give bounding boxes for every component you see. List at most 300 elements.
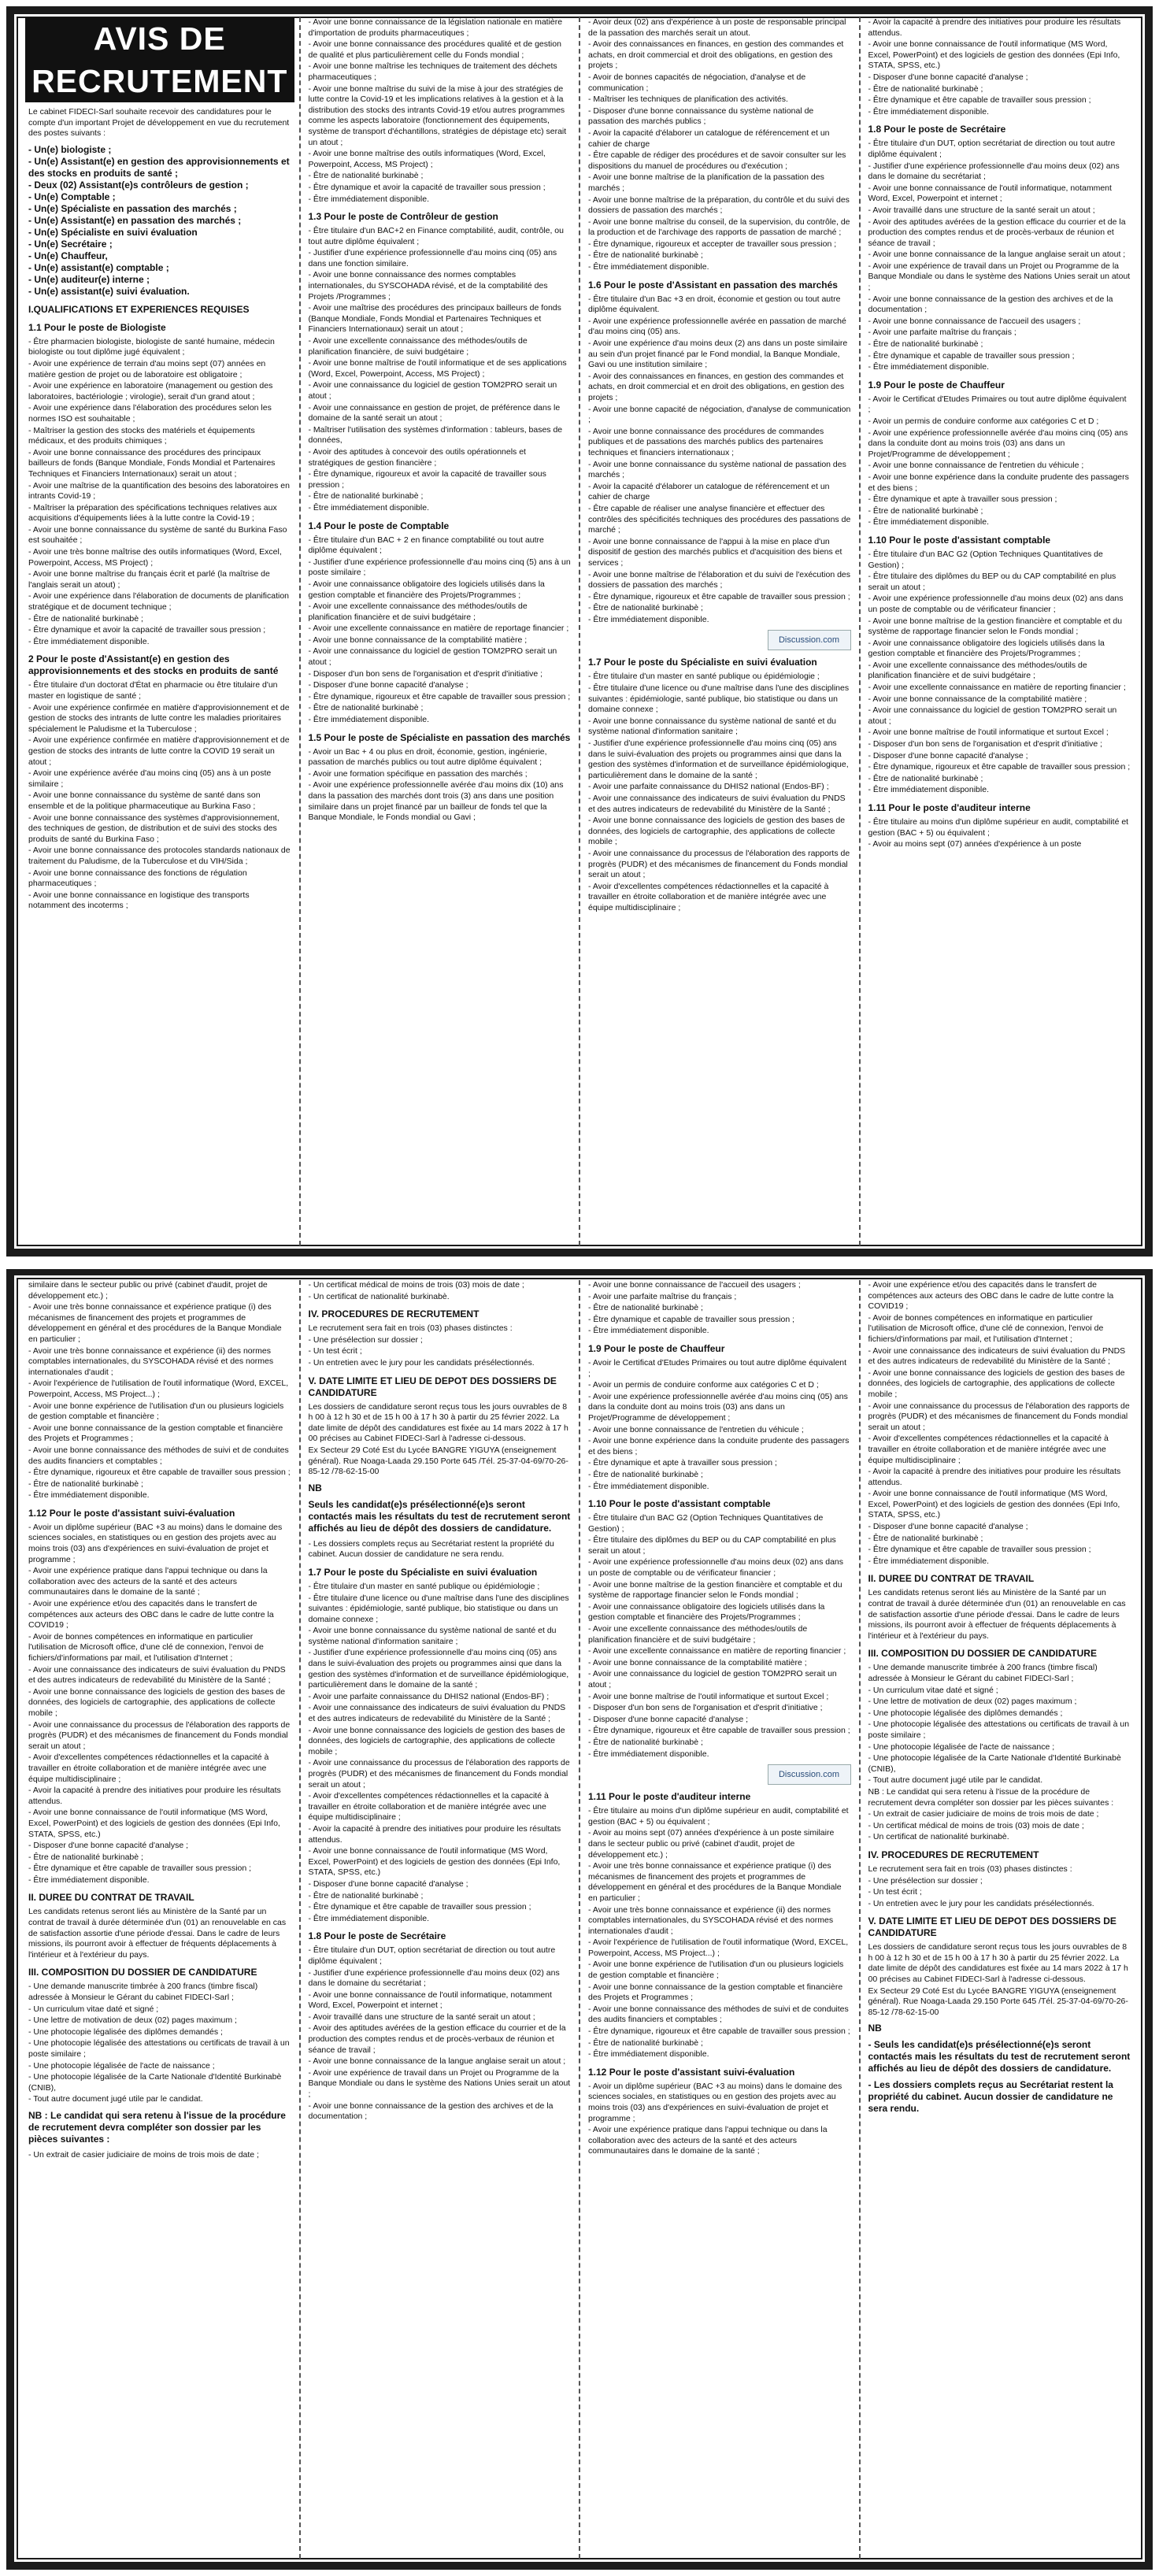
requirement-line: - Avoir une très bonne connaissance et expérience (ii) des normes comptables internationales, du SYSCOHADA révisé et des normes internationales d'audit ; xyxy=(588,1904,834,1936)
requirement-line: - Avoir d'excellentes compétences rédactionnelles et la capacité à travailler en étroite collaboration et de manière intégrée avec une équipe multidisciplinaire ; xyxy=(308,1791,549,1823)
requirement-list xyxy=(309,747,572,824)
requirement-line: - Avoir une bonne maîtrise du suivi de la mise à jour des stratégies de lutte contre la Covid-19 et les implications relatives à la gestion et à la distribution des stocks des intrants Covid-19 et/ou autres programmes comme les aspects laboratoire (fonctionnement des équipements, système de transport d'échantillons, stratégies de dépistage etc) serait un atout ; xyxy=(308,83,567,147)
requirement-line: - Une photocopie légalisée de la Carte Nationale d'Identité Burkinabè (CNIB), xyxy=(28,2072,282,2093)
poste-item: - Deux (02) Assistant(e)s contrôleurs de gestion ; xyxy=(28,179,249,191)
requirement-line: - Être titulaire d'un doctorat d'État en pharmacie ou être titulaire d'un master en logistique de santé ; xyxy=(28,680,278,701)
requirement-line: - Être titulaire d'un BAC G2 (Option Techniques Quantitatives de Gestion) ; xyxy=(588,1513,824,1534)
requirement-line: - Être titulaire des diplômes du BEP ou du CAP comptabilité en plus serait un atout ; xyxy=(868,572,1116,592)
requirement-line: - Avoir des aptitudes avérées de la gestion efficace du courrier et de la production des comptes rendus et de procès-verbaux de réunion et séance de travail ; xyxy=(308,2023,566,2055)
requirement-line: - Avoir une bonne connaissance des protocoles standards nationaux de traitement du Paludisme, de la Tuberculose et du VIH/Sida ; xyxy=(28,846,291,866)
requirement-line: - Être dynamique et être capable de travailler sous pression ; xyxy=(868,1545,1091,1555)
requirement-line: - Être dynamique et être capable de travailler sous pression ; xyxy=(868,95,1091,105)
requirement-line: - Être de nationalité burkinabè ; xyxy=(868,339,983,350)
requirement-line: - Avoir un diplôme supérieur (BAC +3 au moins) dans le domaine des sciences sociales, en statistiques ou en gestion des projets avec au moins trois (03) ans d'expériences en suivi-évaluation de projet et programme ; xyxy=(28,1522,283,1564)
requirement-line: - Avoir une bonne connaissance des logiciels de gestion des bases de données, des logiciels de cartographie, des applications de collecte mobile ; xyxy=(868,1368,1125,1399)
requirement-line: - Être dynamique et avoir la capacité de travailler sous pression ; xyxy=(28,625,266,635)
requirement-line: - Une photocopie légalisée des attestations ou certificats de travail à un poste similaire ; xyxy=(28,2038,290,2059)
requirement-line: - Être immédiatement disponible. xyxy=(308,194,429,204)
requirement-line: - Être dynamique, rigoureux et être capable de travailler sous pression ; xyxy=(868,762,1131,772)
column-bottom-4 xyxy=(861,1280,1139,2559)
requirement-line: - Avoir une bonne connaissance des méthodes de suivi et de conduites des audits financiers et comptables ; xyxy=(28,1445,289,1466)
requirement-list xyxy=(588,1358,851,1492)
requirement-line: - Justifier d'une expérience professionnelle d'au moins cinq (05) ans dans le suivi-évaluation des projets ou programmes ainsi que dans la gestion des systèmes d'information et de surveillance épidémiologique, particulièrement dans le domaine de la santé ; xyxy=(308,1648,569,1690)
note-text: NB xyxy=(308,1482,322,1493)
requirement-line: - Avoir une bonne connaissance de la gestion comptable et financière des Projets et Programmes ; xyxy=(588,1982,843,2003)
requirement-line: - Être de nationalité burkinabè ; xyxy=(868,83,983,94)
banner-title: AVIS DE RECRUTEMENT xyxy=(25,17,294,102)
requirement-line: - Avoir un permis de conduire conforme aux catégories C et D ; xyxy=(588,1380,819,1390)
section-heading-procedures: IV. PROCEDURES DE RECRUTEMENT xyxy=(868,1849,1039,1860)
requirement-line: - Avoir une très bonne connaissance et expérience pratique (i) des mécanismes de financement des projets et programmes de développement en général et des procédures de la Banque Mondiale en particulier ; xyxy=(588,1861,842,1903)
requirement-line: - Avoir une expérience professionnelle d'au moins deux (02) ans dans un poste de comptable ou de vérificateur financier ; xyxy=(868,594,1124,614)
requirement-line: - Avoir une bonne maîtrise de la planification de la passation des marchés ; xyxy=(588,172,824,193)
watermark-logo: Discussion.com xyxy=(768,1764,851,1785)
requirement-line: - Une lettre de motivation de deux (02) pages maximum ; xyxy=(868,1697,1077,1707)
requirement-line: - Avoir de bonnes compétences en informatique en particulier l'utilisation de Microsoft office, d'une clé de connexion, l'envoi de fichiers/d'informations par mail, et l'utilisation d'Internet ; xyxy=(868,1312,1104,1344)
requirement-list xyxy=(28,337,291,648)
requirement-line: - Être dynamique et être capable de travailler sous pression ; xyxy=(28,1864,252,1874)
requirement-line: Les candidats retenus seront liés au Ministère de la Santé par un contrat de travail à durée déterminée d'un (01) an renouvelable en cas de satisfaction assortie d'une période d'essai. Dans le cadre de leurs missions, ils pourront avoir à effectuer de fréquents déplacements à l'intérieur et à l'extérieur du pays. xyxy=(868,1588,1126,1641)
requirement-line: - Avoir une bonne expérience de l'utilisation d'un ou plusieurs logiciels de gestion comptable et financière ; xyxy=(28,1401,284,1422)
poste-heading: 1.7 Pour le poste du Spécialiste en suivi évaluation xyxy=(588,657,817,668)
requirement-line: - Avoir une excellente connaissance en matière de reportage financier ; xyxy=(308,624,569,634)
requirement-line: - Un certificat médical de moins de trois (03) mois de date ; xyxy=(308,1280,524,1290)
poste-heading: 1.8 Pour le poste de Secrétaire xyxy=(868,124,1006,135)
requirement-line: - Avoir une connaissance en gestion de projet, de préférence dans le domaine de la santé serait un atout ; xyxy=(308,402,561,424)
requirement-line: Ex Secteur 29 Coté Est du Lycée BANGRE YIGUYA (enseignement général). Rue Noaga-Laada 29.150 Porte 645 /Tél. 25-37-04-69/70-26-85-12 /78-62-15-00 xyxy=(868,1986,1128,2017)
requirement-line: - Avoir une connaissance des indicateurs de suivi évaluation du PNDS et des autres indicateurs de redevabilité du Ministère de la Santé ; xyxy=(308,1703,566,1724)
requirement-line: - Avoir une parfaite maîtrise du français ; xyxy=(868,328,1016,338)
poste-item: - Un(e) Secrétaire ; xyxy=(28,238,113,250)
requirement-line: - Avoir une bonne maîtrise de l'outil informatique et surtout Excel ; xyxy=(588,1691,829,1701)
requirement-line: - Être dynamique, rigoureux et accepter de travailler sous pression ; xyxy=(588,239,837,249)
requirement-line: - Justifier d'une expérience professionnelle d'au moins cinq (5) ans à un poste similaire ; xyxy=(308,557,571,578)
requirement-list xyxy=(28,680,291,911)
poste-item: - Un(e) assistant(e) suivi évaluation. xyxy=(28,285,190,297)
note-text: Seuls les candidat(e)s présélectionné(e)s seront contactés mais les résultats du test de recrutement seront affichés au lieu de dépôt des dossiers de candidature. xyxy=(308,1498,571,1534)
column-top-4 xyxy=(861,17,1139,1245)
requirement-line: - Un certificat médical de moins de trois (03) mois de date ; xyxy=(868,1820,1084,1830)
requirement-list xyxy=(868,550,1131,796)
requirement-line: - Avoir une parfaite maîtrise du français ; xyxy=(588,1291,737,1301)
poste-item: - Un(e) Assistant(e) en passation des marchés ; xyxy=(28,214,242,226)
requirement-line: - Un curriculum vitae daté et signé ; xyxy=(28,2004,159,2014)
poste-heading: 1.10 Pour le poste d'assistant comptable xyxy=(588,1498,771,1510)
requirement-list xyxy=(588,672,851,913)
poste-item: - Un(e) Comptable ; xyxy=(28,191,116,202)
requirement-line: - Avoir une expérience avérée d'au moins cinq (05) ans à un poste similaire ; xyxy=(28,768,272,789)
requirement-line: - Avoir le Certificat d'Etudes Primaires ou tout autre diplôme équivalent ; xyxy=(588,1357,847,1379)
requirement-line: - Maîtriser la préparation des spécifications techniques relatives aux acquisitions d'équipements liées à la lutte contre la Covid-19 ; xyxy=(28,502,277,524)
requirement-line: - Avoir une connaissance obligatoire des logiciels utilisés dans la gestion comptable et financière des Projets/Programmes ; xyxy=(868,638,1105,659)
section-qualifications: I.QUALIFICATIONS ET EXPERIENCES REQUISES xyxy=(28,303,250,315)
requirement-list xyxy=(28,1907,291,1960)
requirement-line: - Avoir une expérience professionnelle avérée d'au moins dix (10) ans dans la passation des marchés dont trois (3) ans dans une position similaire dans un projet financé par un bailleur de fonds tel que la Banque Mondiale, le Fonds mondial ou Gavi ; xyxy=(308,780,564,823)
requirement-line: - Être immédiatement disponible. xyxy=(588,1481,709,1491)
requirement-line: - Avoir deux (02) ans d'expérience à un poste de responsable principal de la passation des marchés serait un atout. xyxy=(588,17,846,38)
poste-item: - Un(e) auditeur(e) interne ; xyxy=(28,273,150,285)
poste-item: - Un(e) Assistant(e) en gestion des approvisionnements et des stocks en produits de santé ; xyxy=(28,155,290,179)
requirement-line: - Une demande manuscrite timbrée à 200 francs (timbre fiscal) adressée à Monsieur le Gérant du cabinet FIDECI-Sarl ; xyxy=(28,1982,258,2003)
requirement-line: - Avoir une bonne connaissance des fonctions de régulation pharmaceutiques ; xyxy=(28,868,247,889)
requirement-line: - Avoir une bonne maîtrise de la gestion financière et comptable et du système de rapportage financier selon le Fonds mondial ; xyxy=(868,616,1123,637)
requirement-line: - Être capable de rédiger des procédures et de savoir consulter sur les dispositions du manuel de procédures ou d'exécution ; xyxy=(588,150,846,171)
requirement-line: - Avoir une bonne maîtrise des outils informatiques (Word, Excel, Powerpoint, Access, MS Project) ; xyxy=(308,149,546,169)
requirement-line: Les dossiers de candidature seront reçus tous les jours ouvrables de 8 h 00 à 12 h 30 et de 15 h 00 à 17 h 30 à partir du 25 février 2022. La date limite de dépôt des candidatures est fixée au 14 mars 2022 à 17 h 00 précises au Cabinet FIDECI-Sarl à l'adresse ci-dessous. xyxy=(868,1942,1128,1985)
requirement-line: - Avoir de bonnes capacités de négociation, d'analyse et de communication ; xyxy=(588,72,806,93)
requirement-list xyxy=(28,1280,291,1501)
requirement-line: - Être dynamique, rigoureux et avoir la capacité de travailler sous pression ; xyxy=(308,469,546,490)
requirement-list xyxy=(28,1982,291,2105)
requirement-line: - Maîtriser les techniques de planification des activités. xyxy=(588,94,788,105)
requirement-line: - Disposer d'un bon sens de l'organisation et d'esprit d'initiative ; xyxy=(868,739,1103,749)
requirement-line: - Être immédiatement disponible. xyxy=(308,715,429,725)
requirement-line: - Avoir une bonne connaissance de l'outil informatique (MS Word, Excel, PowerPoint) et des logiciels de gestion des données (Epi Info, STATA, SPSS, etc.) xyxy=(868,1489,1120,1520)
requirement-line: - Avoir une excellente connaissance des méthodes/outils de planification financière et de suivi budgétaire ; xyxy=(588,1624,808,1645)
section-heading-date_limite: V. DATE LIMITE ET LIEU DE DEPOT DES DOSSIERS DE CANDIDATURE xyxy=(308,1375,557,1398)
requirement-list xyxy=(28,2150,291,2161)
requirement-line: - Avoir une bonne connaissance de la gestion des archives et de la documentation ; xyxy=(308,2100,554,2122)
requirement-line: - Avoir la capacité à prendre des initiatives pour produire les résultats attendus. xyxy=(868,1467,1121,1487)
requirement-line: - Un test écrit ; xyxy=(868,1887,922,1897)
requirement-line: - Avoir un permis de conduire conforme aux catégories C et D ; xyxy=(868,416,1099,426)
column-top-3 xyxy=(580,17,861,1245)
requirement-line: - Avoir une expérience professionnelle avérée d'au moins cinq (05) ans dans la conduite dont au moins trois (03) ans dans un Projet/Programme de développement ; xyxy=(588,1391,848,1423)
requirement-line: - Être de nationalité burkinabè ; xyxy=(868,1533,983,1543)
requirement-line: - Une photocopie légalisée de l'acte de naissance ; xyxy=(28,2060,215,2071)
requirement-line: - Avoir travaillé dans une structure de la santé serait un atout ; xyxy=(868,205,1095,215)
requirement-line: - Être immédiatement disponible. xyxy=(868,362,989,372)
requirement-line: - Être dynamique, rigoureux et être capable de travailler sous pression ; xyxy=(308,691,571,701)
requirement-line: - Avoir une bonne connaissance de la gestion des archives et de la documentation ; xyxy=(868,294,1113,315)
requirement-list xyxy=(309,226,572,513)
poste-heading: 1.3 Pour le poste de Contrôleur de gestion xyxy=(308,211,498,223)
requirement-line: - Avoir une expérience d'au moins deux (2) ans dans un poste similaire au sein d'un projet financé par le Fond mondial, la Banque Mondiale, Gavi ou une institution similaire ; xyxy=(588,339,848,370)
requirement-line: - Avoir une parfaite connaissance du DHIS2 national (Endos-BF) ; xyxy=(308,1691,550,1701)
requirement-line: - Être dynamique, rigoureux et être capable de travailler sous pression ; xyxy=(588,1726,850,1736)
requirement-line: - Avoir une expérience professionnelle avérée d'au moins cinq (05) ans dans la conduite dont au moins trois (03) ans dans un Projet/Programme de développement ; xyxy=(868,427,1128,459)
requirement-line: - Avoir une bonne connaissance des logiciels de gestion des bases de données, des logiciels de cartographie, des applications de collecte mobile ; xyxy=(308,1725,565,1756)
requirement-line: - Avoir une bonne connaissance de la langue anglaise serait un atout ; xyxy=(308,2056,566,2067)
requirement-line: - Être de nationalité burkinabè ; xyxy=(588,603,703,613)
note-text: NB : Le candidat qui sera retenu à l'issue de la procédure de recrutement devra compléter son dossier par les pièces suivantes : xyxy=(28,2109,286,2145)
requirement-line: - Être titulaire d'un BAC + 2 en finance comptabilité ou tout autre diplôme équivalent ; xyxy=(308,535,544,556)
requirement-line: - Avoir une bonne expérience dans la conduite prudente des passagers et des biens ; xyxy=(588,1436,850,1456)
requirement-line: - Avoir une bonne maîtrise les techniques de traitement des déchets pharmaceutiques ; xyxy=(308,61,557,82)
requirement-line: - Avoir une connaissance obligatoire des logiciels utilisés dans la gestion comptable et financière des Projets/Programmes ; xyxy=(588,1601,825,1623)
requirement-line: Le recrutement sera fait en trois (03) phases distinctes : xyxy=(308,1323,513,1334)
requirement-line: - Avoir la capacité à prendre des initiatives pour produire les résultats attendus. xyxy=(868,17,1121,38)
requirement-line: - Avoir une bonne connaissance des procédures de commandes publiques et de passations des marchés publics des partenaires techniques et financiers internationaux ; xyxy=(588,426,824,457)
requirement-line: - Justifier d'une expérience professionnelle d'au moins cinq (05) ans dans une fonction similaire. xyxy=(308,248,557,268)
requirement-line: - Avoir au moins sept (07) années d'expérience à un poste similaire dans le secteur public ou privé (cabinet d'audit, projet de développement etc.) ; xyxy=(588,1828,835,1860)
requirement-line: - Avoir des aptitudes à concevoir des outils opérationnels et stratégiques de gestion financière ; xyxy=(308,446,526,468)
requirement-line: Ex Secteur 29 Coté Est du Lycée BANGRE YIGUYA (enseignement général). Rue Noaga-Laada 29.150 Porte 645 /Tél. 25-37-04-69/70-26-85-12 /78-62-15-00 xyxy=(308,1445,568,1477)
requirement-line: - Un entretien avec le jury pour les candidats présélectionnés. xyxy=(308,1357,535,1368)
requirement-line: - Avoir une bonne connaissance de l'entretien du véhicule ; xyxy=(588,1424,804,1434)
requirement-line: - Avoir un Bac + 4 ou plus en droit, économie, gestion, ingénierie, passation de marchés publics ou tout autre diplôme équivalent ; xyxy=(308,746,547,768)
requirement-line: - Avoir une excellente connaissance des méthodes/outils de planification financière et de suivi budgétaire ; xyxy=(308,601,528,622)
requirement-line: - Un extrait de casier judiciaire de moins de trois mois de date ; xyxy=(28,2149,259,2160)
requirement-list xyxy=(309,535,572,726)
requirement-line: - Avoir d'excellentes compétences rédactionnelles et la capacité à travailler en étroite collaboration et de manière intégrée avec une équipe multidisciplinaire ; xyxy=(588,881,829,912)
requirement-line: - Disposer d'une bonne capacité d'analyse ; xyxy=(868,750,1028,761)
requirement-line: - Avoir une bonne maîtrise de la préparation, du contrôle et du suivi des dossiers de passation des marchés ; xyxy=(588,194,850,216)
requirement-line: - Être de nationalité burkinabè ; xyxy=(588,2037,703,2048)
poste-heading: 1.12 Pour le poste d'assistant suivi-évaluation xyxy=(28,1507,235,1519)
poste-item: - Un(e) Spécialiste en passation des marchés ; xyxy=(28,202,237,214)
requirement-line: - Avoir une excellente connaissance en matière de reporting financier ; xyxy=(868,683,1126,693)
requirement-line: - Avoir une parfaite connaissance du DHIS2 national (Endos-BF) ; xyxy=(588,782,829,792)
requirement-line: - Avoir une bonne connaissance en logistique des transports notamment des incoterms ; xyxy=(28,890,250,911)
requirement-line: - Avoir des connaissances en finances, en gestion des commandes et achats, en droit commercial et en droit des obligations, en gestion des projets ; xyxy=(588,371,845,402)
requirement-line: - Avoir une bonne maîtrise de l'outil informatique et surtout Excel ; xyxy=(868,727,1109,738)
requirement-line: - Avoir une connaissance du processus de l'élaboration des rapports de progrès (PUDR) et des mécanismes de financement du Fonds mondial serait un atout ; xyxy=(588,848,850,880)
requirement-line: - Une photocopie légalisée de l'acte de naissance ; xyxy=(868,1741,1055,1752)
requirement-line: - Avoir une bonne connaissance de la comptabilité matière ; xyxy=(308,635,528,645)
requirement-line: - Être immédiatement disponible. xyxy=(868,1556,989,1566)
requirement-line: - Disposer d'une bonne capacité d'analyse ; xyxy=(308,680,468,690)
requirement-line: - Être dynamique et capable de travailler sous pression ; xyxy=(588,1314,795,1324)
requirement-line: - Avoir une bonne connaissance de la comptabilité matière ; xyxy=(588,1657,807,1667)
requirement-list xyxy=(309,17,572,205)
requirement-line: similaire dans le secteur public ou privé (cabinet d'audit, projet de développement etc.) ; xyxy=(28,1280,268,1301)
requirement-line: - Maîtriser l'utilisation des systèmes d'information : tableurs, bases de données, xyxy=(308,424,563,446)
requirement-line: - Être dynamique et apte à travailler sous pression ; xyxy=(868,494,1057,505)
poste-heading: 1.9 Pour le poste de Chauffeur xyxy=(868,379,1005,390)
requirement-line: - Disposer d'une bonne capacité d'analyse ; xyxy=(868,1522,1028,1532)
requirement-line: - Être immédiatement disponible. xyxy=(868,785,989,795)
column-top-2 xyxy=(301,17,581,1245)
requirement-line: - Être titulaire d'une licence ou d'une maîtrise dans l'une des disciplines suivantes : épidémiologie, santé publique, bio statistique ou dans un domaine connexe ; xyxy=(308,1593,569,1624)
requirement-line: - Avoir le Certificat d'Etudes Primaires ou tout autre diplôme équivalent ; xyxy=(868,394,1127,415)
requirement-line: - Être immédiatement disponible. xyxy=(868,106,989,117)
requirement-line: - Avoir une expérience confirmée en matière d'approvisionnement et de gestion de stocks des intrants de lutte contre la COVID 19 serait un atout ; xyxy=(28,735,290,767)
requirement-list xyxy=(28,1523,291,1886)
requirement-line: - Avoir l'expérience de l'utilisation de l'outil informatique (Word, EXCEL, Powerpoint, Access, MS Project...) ; xyxy=(28,1379,289,1399)
requirement-line: - Être de nationalité burkinabè ; xyxy=(308,491,424,502)
requirement-list xyxy=(309,1402,572,1478)
requirement-line: - Être de nationalité burkinabè ; xyxy=(28,1852,143,1862)
poste-heading: 1.12 Pour le poste d'assistant suivi-évaluation xyxy=(588,2066,795,2078)
requirement-line: - Une demande manuscrite timbrée à 200 francs (timbre fiscal) adressée à Monsieur le Gérant du cabinet FIDECI-Sarl ; xyxy=(868,1663,1098,1683)
requirement-line: - Un entretien avec le jury pour les candidats présélectionnés. xyxy=(868,1898,1094,1908)
requirement-line: - Être dynamique et capable de travailler sous pression ; xyxy=(868,350,1075,361)
requirement-line: - Avoir d'excellentes compétences rédactionnelles et la capacité à travailler en étroite collaboration et de manière intégrée avec une équipe multidisciplinaire ; xyxy=(868,1434,1109,1465)
requirement-line: - Disposer d'une bonne capacité d'analyse ; xyxy=(868,72,1028,82)
column-bottom-2 xyxy=(301,1280,581,2559)
requirement-line: - Avoir une très bonne maîtrise des outils informatiques (Word, Excel, Powerpoint, Access, MS Project) ; xyxy=(28,547,282,568)
requirement-list xyxy=(868,1942,1131,2018)
requirement-line: - Avoir une connaissance des indicateurs de suivi évaluation du PNDS et des autres indicateurs de redevabilité du Ministère de la Santé ; xyxy=(868,1345,1126,1367)
requirement-line: - Être de nationalité burkinabè ; xyxy=(28,1479,143,1489)
requirement-line: - Avoir une expérience de travail dans un Projet ou Programme de la Banque Mondiale ou dans le système des Nations Unies serait un atout ; xyxy=(868,261,1131,293)
poste-heading: 1.6 Pour le poste d'Assistant en passation des marchés xyxy=(588,279,838,291)
poste-item: - Un(e) biologiste ; xyxy=(28,143,112,155)
requirement-line: - Avoir des connaissances en finances, en gestion des commandes et achats, en droit commercial et droit des obligations, en gestion des projets ; xyxy=(588,39,844,71)
requirement-line: - Avoir l'expérience de l'utilisation de l'outil informatique (Word, EXCEL, Powerpoint, Access, MS Project...) ; xyxy=(588,1938,849,1958)
requirement-line: - Avoir une connaissance du processus de l'élaboration des rapports de progrès (PUDR) et des mécanismes de financement du Fonds mondial serait un atout ; xyxy=(308,1758,570,1790)
requirement-line: - Avoir une expérience dans l'élaboration de documents de planification stratégique et de document technique ; xyxy=(28,591,290,613)
requirement-line: - Avoir une bonne maîtrise de l'outil informatique et de ses applications (Word, Excel, Powerpoint, Access, MS Project) ; xyxy=(308,358,567,379)
requirement-line: - Avoir une maîtrise des procédures des principaux bailleurs de fonds (Banque Mondiale, Fonds Mondial et Partenaires Techniques et Financiers Internationaux) serait un atout ; xyxy=(308,303,561,335)
requirement-line: - Avoir une bonne connaissance de l'entretien du véhicule ; xyxy=(868,461,1084,471)
requirement-list xyxy=(588,1513,851,1760)
requirement-line: - Avoir une bonne connaissance de la législation nationale en matière d'importation de produits pharmaceutiques ; xyxy=(308,17,563,38)
requirement-line: - Avoir une très bonne connaissance et expérience pratique (i) des mécanismes de financement des projets et programmes de développement en général et des procédures de la Banque Mondiale en particulier ; xyxy=(28,1302,282,1344)
requirement-line: - Être titulaire au moins d'un diplôme supérieur en audit, comptabilité et gestion (BAC + 5) ou équivalent ; xyxy=(588,1806,849,1827)
requirement-line: - Avoir une bonne connaissance de l'accueil des usagers ; xyxy=(868,316,1081,326)
requirement-line: Le recrutement sera fait en trois (03) phases distinctes : xyxy=(868,1864,1072,1874)
requirement-line: - Avoir une connaissance du processus de l'élaboration des rapports de progrès (PUDR) et des mécanismes de financement du Fonds mondial serait un atout ; xyxy=(28,1719,291,1751)
requirement-line: Les dossiers de candidature seront reçus tous les jours ouvrables de 8 h 00 à 12 h 30 et de 15 h 00 à 17 h 30 à partir du 25 février 2022. La date limite de dépôt des candidatures est fixée au 14 mars 2022 à 17 h 00 précises au Cabinet FIDECI-Sarl à l'adresse ci-dessous. xyxy=(308,1401,568,1444)
requirement-line: - Avoir une bonne connaissance de la gestion comptable et financière des Projets et Programmes ; xyxy=(28,1423,283,1444)
requirement-line: - Être immédiatement disponible. xyxy=(28,1490,150,1501)
requirement-line: - Avoir une expérience dans l'élaboration des procédures selon les normes ISO est souhaitable ; xyxy=(28,403,272,424)
requirement-line: - Tout autre document jugé utile par le candidat. xyxy=(28,2094,203,2104)
requirement-line: - Avoir une bonne connaissance de la langue anglaise serait un atout ; xyxy=(868,250,1126,260)
section-heading-procedures: IV. PROCEDURES DE RECRUTEMENT xyxy=(308,1308,480,1320)
requirement-line: - Être immédiatement disponible. xyxy=(588,262,709,272)
requirement-line: - Être pharmacien biologiste, biologiste de santé humaine, médecin biologiste ou tout diplôme jugé équivalent ; xyxy=(28,336,275,357)
requirement-line: - Disposer d'un bon sens de l'organisation et d'esprit d'initiative ; xyxy=(308,668,543,679)
requirement-line: - Avoir une bonne connaissance des procédures qualité et de gestion de qualité et plus particulièrement celle du Fonds mondial ; xyxy=(308,39,561,60)
requirement-line: - Avoir une expérience en laboratoire (management ou gestion des laboratoires, bactériologie ; virologie), serait d'un grand atout ; xyxy=(28,381,273,402)
requirement-line: - Avoir la capacité à prendre des initiatives pour produire les résultats attendus. xyxy=(28,1786,281,1806)
requirement-line: - Être de nationalité burkinabè ; xyxy=(308,171,424,181)
poste-heading: 1.10 Pour le poste d'assistant comptable xyxy=(868,534,1051,546)
poste-heading: 1.8 Pour le poste de Secrétaire xyxy=(308,1930,446,1942)
announcement-page-top xyxy=(0,0,1159,1263)
requirement-line: - Avoir une expérience confirmée en matière d'approvisionnement et de gestion de stocks des intrants de lutte contre les maladies prioritaires spécialement le Paludisme et la Tuberculose ; xyxy=(28,702,290,734)
requirement-line: - Avoir une connaissance du logiciel de gestion TOM2PRO serait un atout ; xyxy=(308,646,557,668)
requirement-list xyxy=(309,1280,572,1302)
poste-heading: 1.11 Pour le poste d'auditeur interne xyxy=(588,1791,751,1803)
requirement-line: - Avoir une bonne maîtrise de l'élaboration et du suivi de l'exécution des dossiers de passation des marchés ; xyxy=(588,569,851,590)
requirement-line: - Avoir une bonne connaissance de l'outil informatique (MS Word, Excel, PowerPoint) et des logiciels de gestion des données (Epi Info, STATA, SPSS, etc.) xyxy=(868,39,1120,71)
requirement-line: - Être de nationalité burkinabè ; xyxy=(588,250,703,261)
requirement-line: - Avoir une excellente connaissance des méthodes/outils de planification financière et de suivi budgétaire ; xyxy=(868,660,1087,681)
requirement-line: - Être titulaire d'un BAC G2 (Option Techniques Quantitatives de Gestion) ; xyxy=(868,549,1103,570)
requirement-line: - Disposer d'une bonne capacité d'analyse ; xyxy=(588,1714,749,1724)
requirement-line: - Être immédiatement disponible. xyxy=(588,1749,709,1759)
requirement-line: - Être immédiatement disponible. xyxy=(308,1913,429,1923)
requirement-line: - Avoir la capacité d'élaborer un catalogue de référencement et un cahier de charge xyxy=(588,128,830,149)
intro-paragraph: Le cabinet FIDECI-Sarl souhaite recevoir des candidatures pour le compte d'un important Projet de développement en vue du recrutement des postes suivants : xyxy=(28,107,290,139)
section-heading-date_limite: V. DATE LIMITE ET LIEU DE DEPOT DES DOSSIERS DE CANDIDATURE xyxy=(868,1915,1116,1939)
requirement-line: - Avoir une bonne connaissance des normes comptables internationales, du SYSCOHADA révisé, et de la comptabilité des Projets /Programmes ; xyxy=(308,270,548,302)
column-bottom-3 xyxy=(580,1280,861,2559)
poste-item: - Un(e) assistant(e) comptable ; xyxy=(28,261,169,273)
requirement-list xyxy=(868,1787,1131,1843)
section-heading-duree: II. DUREE DU CONTRAT DE TRAVAIL xyxy=(868,1573,1035,1585)
requirement-line: - Avoir une bonne maîtrise du conseil, de la supervision, du contrôle, de la production et de l'archivage des rapports de passation de marché ; xyxy=(588,217,850,238)
announcement-page-bottom xyxy=(0,1263,1159,2576)
requirement-line: - Être titulaire des diplômes du BEP ou du CAP comptabilité en plus serait un atout ; xyxy=(588,1535,836,1556)
requirement-line: - Avoir une connaissance des indicateurs de suivi évaluation du PNDS et des autres indicateurs de redevabilité du Ministère de la Santé ; xyxy=(28,1664,286,1686)
poste-heading: 1.5 Pour le poste de Spécialiste en passation des marchés xyxy=(308,731,571,743)
requirement-line: - Justifier d'une expérience professionnelle d'au moins cinq (05) ans dans le suivi-évaluation des projets ou programmes ainsi que dans la gestion des systèmes d'information et de surveillance épidémiologique, particulièrement dans le domaine de la santé ; xyxy=(588,738,849,780)
section-heading-composition: III. COMPOSITION DU DOSSIER DE CANDIDATURE xyxy=(28,1967,257,1978)
requirement-line: - Avoir des aptitudes avérées de la gestion efficace du courrier et de la production des comptes rendus et de procès-verbaux de réunion et séance de travail ; xyxy=(868,217,1126,248)
poste-item: - Un(e) Chauffeur, xyxy=(28,250,108,261)
requirement-line: - Un curriculum vitae daté et signé ; xyxy=(868,1685,998,1695)
requirement-line: - Être titulaire d'un DUT, option secrétariat de direction ou tout autre diplôme équivalent ; xyxy=(308,1945,556,1966)
requirement-line: - Avoir une connaissance obligatoire des logiciels utilisés dans la gestion comptable et financière des Projets/Programmes ; xyxy=(308,579,545,600)
requirement-list xyxy=(868,817,1131,850)
requirement-line: - Être titulaire d'un BAC+2 en Finance comptabilité, audit, contrôle, ou tout autre diplôme équivalent ; xyxy=(308,226,564,246)
requirement-line: - Avoir une bonne connaissance des méthodes de suivi et de conduites des audits financiers et comptables ; xyxy=(588,2004,849,2025)
requirement-line: - Avoir une bonne connaissance des logiciels de gestion des bases de données, des logiciels de cartographie, des applications de collecte mobile ; xyxy=(588,816,846,847)
requirement-list xyxy=(588,294,851,626)
requirement-line: - Être de nationalité burkinabè ; xyxy=(588,1303,703,1313)
requirement-line: - Être dynamique et être capable de travailler sous pression ; xyxy=(308,1902,531,1912)
requirement-list xyxy=(868,394,1131,528)
requirement-line: - Être immédiatement disponible. xyxy=(588,614,709,624)
column-bottom-1 xyxy=(20,1280,301,2559)
requirement-line: - Avoir une excellente connaissance des méthodes/outils de planification financière, de suivi budgétaire ; xyxy=(308,336,528,357)
requirement-line: - Être immédiatement disponible. xyxy=(28,1875,150,1885)
requirement-list xyxy=(868,139,1131,372)
requirement-line: - Un test écrit ; xyxy=(308,1346,362,1356)
requirement-line: - Être de nationalité burkinabè ; xyxy=(308,703,424,713)
requirement-line: - Être titulaire d'un master en santé publique ou épidémiologie ; xyxy=(308,1581,540,1591)
requirement-line: - Être titulaire d'un DUT, option secrétariat de direction ou tout autre diplôme équivalent ; xyxy=(868,139,1116,159)
requirement-line: - Avoir une excellente connaissance en matière de reporting financier ; xyxy=(588,1646,846,1656)
poste-list xyxy=(28,144,291,298)
requirement-line: - Être immédiatement disponible. xyxy=(308,502,429,513)
requirement-line: - Avoir une connaissance du logiciel de gestion TOM2PRO serait un atout ; xyxy=(588,1669,837,1690)
requirement-line: - Être dynamique, rigoureux et être capable de travailler sous pression ; xyxy=(28,1468,291,1478)
requirement-line: - Disposer d'une bonne capacité d'analyse ; xyxy=(308,1878,468,1889)
requirement-line: - Être titulaire d'une licence ou d'une maîtrise dans l'une des disciplines suivantes : épidémiologie, santé publique, bio statistique ou dans un domaine connexe ; xyxy=(588,683,850,715)
requirement-line: - Avoir une bonne connaissance du système national de passation des marchés ; xyxy=(588,459,846,480)
requirement-line: - Avoir une maîtrise de la quantification des besoins des laboratoires en intrants Covid-19 ; xyxy=(28,480,290,502)
requirement-line: - Avoir d'excellentes compétences rédactionnelles et la capacité à travailler en étroite collaboration et de manière intégrée avec une équipe multidisciplinaire ; xyxy=(28,1752,269,1784)
requirement-line: - Avoir travaillé dans une structure de la santé serait un atout ; xyxy=(308,2012,535,2022)
poste-heading: 1.7 Pour le poste du Spécialiste en suivi évaluation xyxy=(308,1566,538,1578)
requirement-line: - Avoir une bonne connaissance de la comptabilité matière ; xyxy=(868,694,1087,704)
requirement-line: Les candidats retenus seront liés au Ministère de la Santé par un contrat de travail à durée déterminée d'un (01) an renouvelable en cas de satisfaction assortie d'une période d'essai. Dans le cadre de leurs missions, ils pourront avoir à effectuer de fréquents déplacements à l'intérieur et à l'extérieur du pays. xyxy=(28,1907,287,1960)
requirement-list xyxy=(588,17,851,273)
requirement-line: - Être titulaire au moins d'un diplôme supérieur en audit, comptabilité et gestion (BAC + 5) ou équivalent ; xyxy=(868,817,1129,838)
requirement-line: - Avoir une connaissance du logiciel de gestion TOM2PRO serait un atout ; xyxy=(308,380,557,401)
requirement-line: - Avoir une expérience de terrain d'au moins sept (07) années en matière gestion de projet ou de laboratoire est obligatoire ; xyxy=(28,358,266,379)
requirement-line: - Avoir une bonne connaissance de l'appui à la mise en place d'un dispositif de gestion des marchés publics et d'acquisition des biens et services ; xyxy=(588,536,842,568)
requirement-line: - Avoir au moins sept (07) années d'expérience à un poste xyxy=(868,839,1082,849)
requirement-line: - Disposer d'une bonne connaissance du système national de passation des marchés publics ; xyxy=(588,105,814,127)
requirement-line: - Avoir une bonne connaissance de l'outil informatique (MS Word, Excel, PowerPoint) et des logiciels de gestion des données (Epi Info, STATA, SPSS, etc.) xyxy=(28,1808,280,1839)
requirement-line: - Un extrait de casier judiciaire de moins de trois mois de date ; xyxy=(868,1809,1099,1819)
column-top-1 xyxy=(20,17,301,1245)
requirement-line: - Justifier d'une expérience professionnelle d'au moins deux (02) ans dans le domaine du secrétariat ; xyxy=(308,1967,560,1989)
requirement-line: - Avoir une très bonne connaissance et expérience (ii) des normes comptables internationales, du SYSCOHADA révisé et des normes internationales d'audit ; xyxy=(28,1345,274,1377)
requirement-line: - Une lettre de motivation de deux (02) pages maximum ; xyxy=(28,2015,237,2026)
requirement-list xyxy=(588,2082,851,2157)
note-text: NB xyxy=(868,2023,882,2034)
requirement-line: - Avoir une bonne connaissance des systèmes d'approvisionnement, des techniques de gestion, de distribution et de suivi des stocks des produits de santé du Burkina Faso ; xyxy=(28,812,280,844)
requirement-line: - Avoir une expérience de travail dans un Projet ou Programme de la Banque Mondiale ou dans le système des Nations Unies serait un atout ; xyxy=(308,2067,571,2100)
requirement-line: - Avoir une bonne connaissance des logiciels de gestion des bases de données, des logiciels de cartographie, des applications de collecte mobile ; xyxy=(28,1686,286,1718)
requirement-list xyxy=(868,1588,1131,1641)
requirement-line: - Les dossiers complets reçus au Secrétariat restent la propriété du cabinet. Aucun dossier de candidature ne sera rendu. xyxy=(308,1538,554,1560)
requirement-line: - Avoir une connaissance du processus de l'élaboration des rapports de progrès (PUDR) et des mécanismes de financement du Fonds mondial serait un atout ; xyxy=(868,1401,1130,1432)
requirement-line: - Avoir une bonne maîtrise de la gestion financière et comptable et du système de rapportage financier selon le Fonds mondial ; xyxy=(588,1579,842,1601)
poste-heading: 2 Pour le poste d'Assistant(e) en gestion des approvisionnements et des stocks en produits de santé xyxy=(28,653,279,677)
requirement-line: - Avoir une bonne connaissance de l'outil informatique, notamment Word, Excel, Powerpoint et internet ; xyxy=(868,183,1112,204)
requirement-line: - Être de nationalité burkinabè ; xyxy=(308,1890,424,1901)
requirement-line: - Avoir une expérience et/ou des capacités dans le transfert de compétences aux acteurs des OBC dans le cadre de lutte contre la COVID19 ; xyxy=(28,1599,274,1630)
